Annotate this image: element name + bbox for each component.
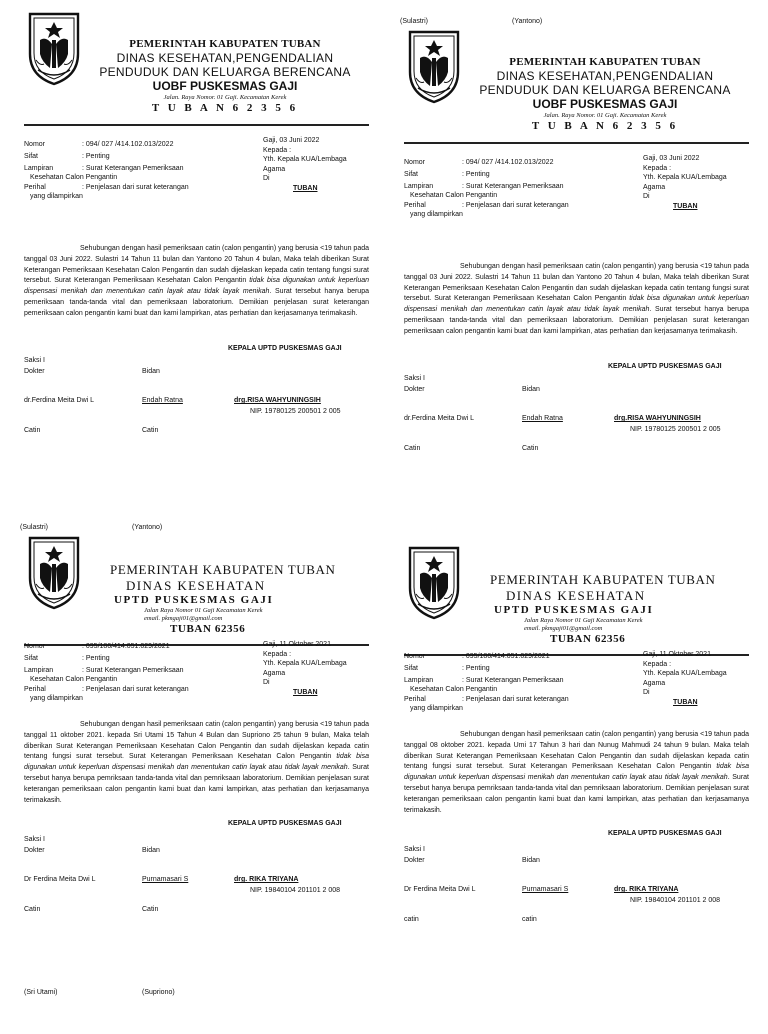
body-italic: tidak bisa digunakan untuk keperluan dispensasi menikah dan menentukan catin layak atau tidak layak menikah: [24, 753, 369, 772]
letter-date: Gaji, 11 Oktober 2021: [643, 651, 711, 658]
letter-fields: [24, 642, 264, 704]
top-name-right: (Yantono): [512, 18, 543, 25]
saksi-label: Saksi I: [24, 357, 46, 364]
head-name: drg.RISA WAHYUNINGSIH: [234, 397, 321, 404]
recipient-city: TUBAN: [673, 698, 698, 706]
perihal-value: : Penjelasan dari surat keterangan: [82, 686, 189, 693]
city-postcode: T U B A N 6 2 3 5 6: [531, 120, 679, 132]
recipient: Yth. Kepala KUA/Lembaga: [263, 156, 347, 163]
recipient-city: TUBAN: [293, 184, 318, 192]
sifat-label: Sifat: [404, 665, 419, 672]
recipient-city: TUBAN: [293, 688, 318, 696]
signature-block: [404, 844, 749, 925]
sifat-value: : Penting: [82, 153, 110, 160]
gov-name: PEMERINTAH KABUPATEN TUBAN: [129, 38, 321, 50]
recipient: Yth. Kepala KUA/Lembaga: [263, 660, 347, 667]
letter: [6, 524, 378, 1024]
midwife-name: Purnamasari S: [522, 886, 569, 893]
recipient-block: [643, 154, 753, 211]
top-name-right: (Yantono): [132, 524, 163, 531]
bidan-label: Bidan: [142, 368, 160, 375]
sifat-value: : Penting: [462, 665, 490, 672]
agency-name-cont: PENDUDUK DAN KELUARGA BERENCANA: [479, 83, 731, 97]
head-title: KEPALA UPTD PUSKESMAS GAJI: [608, 363, 722, 370]
header-rule: [404, 142, 749, 144]
bride-name: (Sri Utami): [24, 989, 58, 996]
nomor-label: Nomor: [24, 643, 46, 650]
recipient-cont: Agama: [643, 679, 666, 687]
letterhead: [90, 562, 360, 636]
bidan-label: Bidan: [522, 386, 540, 393]
groom-name: (Supriono): [142, 989, 175, 996]
email: email. pkmgaji01@gmail.com: [144, 615, 223, 622]
body-text: Sehubungan dengan hasil pemeriksaan catin (calon pengantin) yang berusia <19 tahun pada tanggal 08 oktober 2021. kepada Umi 17 Tahun 3 hari dan Nunug Mahmudi 24 tahun 9 bulan. Maka telah diberikan Surat Keterangan Pemeriksaan Kesehatan Calon Pengantin dan sudah dijelaskan kepada catin tentang fungsi surat tersebut. Surat Keterangan Pemeriksaan Kesehatan Calon Pengantin: [404, 731, 749, 771]
letter-body: [24, 244, 369, 320]
letter-body: [404, 262, 749, 338]
recipient-block: [643, 650, 753, 707]
lampiran-label: Lampiran: [24, 667, 54, 674]
letter: [386, 534, 758, 1034]
sifat-label: Sifat: [404, 171, 419, 178]
letterhead: [470, 572, 740, 646]
sifat-value: : Penting: [462, 171, 490, 178]
catin-label-2: Catin: [142, 427, 159, 434]
body-text-end: . Surat tersebut hanya berupa pemeriksaan tanda-tanda vital dan pemeriksaan laboratorium. Demikian penjelasan surat keterangan pemeriksaan calon pengantin kami buat dan kami lampirkan, atas perhatian dan kerjasamanya terimakasih.: [24, 288, 369, 317]
city-postcode: TUBAN 62356: [170, 623, 246, 635]
letter-fields: [404, 652, 644, 714]
address: Jalan. Raya Nomor. 01 Gaji. Kecamatan Kerek: [163, 94, 287, 101]
signature-block: [24, 834, 369, 915]
tuban-regency-emblem-icon: [406, 544, 462, 620]
recipient-cont: Agama: [263, 669, 286, 677]
perihal-value: : Penjelasan dari surat keterangan: [462, 696, 569, 703]
doctor-name: Dr Ferdina Meita Dwi L: [24, 876, 96, 883]
recipient-city: TUBAN: [673, 202, 698, 210]
unit-name: UPTD PUSKESMAS GAJI: [494, 604, 654, 616]
kepada-label: Kepada :: [263, 146, 292, 154]
signature-block: [24, 355, 369, 436]
email: email. pkmgaji01@gmail.com: [524, 625, 603, 632]
letter-date: Gaji, 03 Juni 2022: [643, 155, 700, 162]
dokter-label: Dokter: [24, 847, 45, 854]
di-label: Di: [263, 175, 270, 182]
perihal-label: Perihal: [404, 696, 426, 703]
head-nip: NIP. 19840104 201101 2 008: [250, 887, 341, 894]
head-title: KEPALA UPTD PUSKESMAS GAJI: [228, 345, 342, 352]
letter-fields: [24, 140, 264, 202]
nomor-value: : 095/186/414.051.029/2021: [462, 653, 550, 660]
recipient-block: [263, 136, 373, 193]
perihal-value-cont: yang dilampirkan: [30, 695, 83, 702]
head-nip: NIP. 19780125 200501 2 005: [250, 408, 341, 415]
header-rule: [24, 124, 369, 126]
head-name: drg. RIKA TRIYANA: [614, 886, 679, 893]
top-name-left: (Sulastri): [400, 18, 429, 25]
bidan-label: Bidan: [522, 857, 540, 864]
head-nip: NIP. 19840104 201101 2 008: [630, 897, 721, 904]
lampiran-value-cont: Kesehatan Calon Pengantin: [30, 174, 118, 181]
unit-name: UOBF PUSKESMAS GAJI: [532, 97, 678, 111]
signature-block: [404, 373, 749, 454]
letter: [386, 18, 758, 518]
recipient-cont: Agama: [643, 183, 666, 191]
saksi-label: Saksi I: [404, 846, 426, 853]
lampiran-value-cont: Kesehatan Calon Pengantin: [410, 192, 498, 199]
nomor-value: : 095/186/414.051.029/2021: [82, 643, 170, 650]
letter-date: Gaji, 03 Juni 2022: [263, 137, 320, 144]
perihal-value: : Penjelasan dari surat keterangan: [82, 184, 189, 191]
body-italic: tidak bisa digunakan untuk keperluan dispensasi menikah dan menentukan catin layak atau tidak layak menikah: [24, 277, 369, 296]
agency-name-cont: PENDUDUK DAN KELUARGA BERENCANA: [99, 65, 351, 79]
sifat-value: : Penting: [82, 655, 110, 662]
nomor-value: : 094/ 027 /414.102.013/2022: [462, 159, 554, 166]
recipient: Yth. Kepala KUA/Lembaga: [643, 670, 727, 677]
kepada-label: Kepada :: [263, 650, 292, 658]
address: Jalan. Raya Nomor. 01 Gaji. Kecamatan Kerek: [543, 112, 667, 119]
tuban-regency-emblem-icon: [26, 10, 82, 86]
perihal-label: Perihal: [24, 184, 46, 191]
catin-label-2: Catin: [522, 445, 539, 452]
unit-name: UPTD PUSKESMAS GAJI: [114, 594, 274, 606]
saksi-label: Saksi I: [404, 375, 426, 382]
head-nip: NIP. 19780125 200501 2 005: [630, 426, 721, 433]
lampiran-value-cont: Kesehatan Calon Pengantin: [30, 676, 118, 683]
sifat-label: Sifat: [24, 153, 39, 160]
nomor-value: : 094/ 027 /414.102.013/2022: [82, 141, 174, 148]
letter-body: [404, 730, 749, 816]
di-label: Di: [643, 193, 650, 200]
lampiran-label: Lampiran: [404, 183, 434, 190]
doctor-name: Dr Ferdina Meita Dwi L: [404, 886, 476, 893]
di-label: Di: [643, 689, 650, 696]
address: Jalan Raya Nomor 01 Gaji Kecamatan Kerek: [144, 607, 263, 614]
lampiran-value: : Surat Keterangan Pemeriksaan: [462, 183, 564, 190]
dokter-label: Dokter: [404, 386, 425, 393]
catin-label-1: Catin: [24, 427, 41, 434]
midwife-name: Endah Ratna: [522, 415, 563, 422]
sifat-label: Sifat: [24, 655, 39, 662]
recipient-block: [263, 640, 373, 697]
body-italic: tidak bisa digunakan untuk keperluan dispensasi menikah dan menentukan catin layak atau tidak layak menikah: [404, 763, 749, 782]
agency-name: DINAS KESEHATAN,PENGENDALIAN: [116, 51, 334, 65]
kepada-label: Kepada :: [643, 164, 672, 172]
perihal-value: : Penjelasan dari surat keterangan: [462, 202, 569, 209]
recipient: Yth. Kepala KUA/Lembaga: [643, 174, 727, 181]
catin-label-2: catin: [522, 916, 537, 923]
head-title: KEPALA UPTD PUSKESMAS GAJI: [608, 830, 722, 837]
head-title: KEPALA UPTD PUSKESMAS GAJI: [228, 820, 342, 827]
body-text: Sehubungan dengan hasil pemeriksaan catin (calon pengantin) yang berusia <19 tahun pada tanggal 11 oktober 2021. kepada Sri Utami 15 Tahun 4 Bulan dan Supriono 25 tahun 9 bulan, Maka telah diberikan Surat Keterangan Pemeriksaan Kesehatan Calon Pengantin dan sudah dijelaskan kepada catin tentang fungsi surat tersebut. Surat Keterangan Pemeriksaan Kesehatan Calon Pengantin: [24, 721, 369, 761]
gov-name: PEMERINTAH KABUPATEN TUBAN: [509, 56, 701, 68]
bidan-label: Bidan: [142, 847, 160, 854]
letter: [6, 0, 378, 500]
address: Jalan Raya Nomor 01 Gaji Kecamatan Kerek: [524, 617, 643, 624]
catin-label-2: Catin: [142, 906, 159, 913]
body-text-end: . Surat tersebut hanya berupa pemeriksaan tanda-tanda vital dan pemeriksaan laboratorium. Demikian penjelasan surat keterangan pemeriksaan calon pengantin kami buat dan kami lampirkan, atas perhatian dan kerjasamanya terimakasih.: [404, 306, 749, 335]
perihal-label: Perihal: [404, 202, 426, 209]
tuban-regency-emblem-icon: [26, 534, 82, 610]
lampiran-value: : Surat Keterangan Pemeriksaan: [82, 165, 184, 172]
top-name-left: (Sulastri): [20, 524, 49, 531]
body-text-end: . Surat tersebut hanya berupa pemriksaan tanda-tanda vital dan pemriksaan laboratorium. Demikian penjelasan surat keterangan pemeriksaan calon pengantin kami buat dan kami lampirkan, atas perhatian dan kerjasamanya terimakasih.: [404, 774, 749, 814]
midwife-name: Endah Ratna: [142, 397, 183, 404]
perihal-label: Perihal: [24, 686, 46, 693]
midwife-name: Purnamasari S: [142, 876, 189, 883]
lampiran-value: : Surat Keterangan Pemeriksaan: [462, 677, 564, 684]
lampiran-label: Lampiran: [404, 677, 434, 684]
perihal-value-cont: yang dilampirkan: [410, 211, 463, 218]
head-name: drg.RISA WAHYUNINGSIH: [614, 415, 701, 422]
letterhead: [90, 38, 360, 115]
letter-date: Gaji, 11 Oktober 2021: [263, 641, 331, 648]
catin-label-1: Catin: [24, 906, 41, 913]
city-postcode: T U B A N 6 2 3 5 6: [151, 102, 299, 114]
agency-name: DINAS KESEHATAN: [126, 578, 266, 593]
doctor-name: dr.Ferdina Meita Dwi L: [404, 415, 475, 422]
lampiran-value-cont: Kesehatan Calon Pengantin: [410, 686, 498, 693]
unit-name: UOBF PUSKESMAS GAJI: [152, 79, 298, 93]
body-text-end: . Surat tersebut hanya berupa pemriksaan tanda-tanda vital dan pemriksaan laboratorium. Demikian penjelasan surat keterangan pemeriksaan calon pengantin kami buat dan kami lampirkan, atas perhatian dan kerjasamanya terimakasih.: [24, 764, 369, 804]
letter-body: [24, 720, 369, 806]
tuban-regency-emblem-icon: [406, 28, 462, 104]
di-label: Di: [263, 679, 270, 686]
nomor-label: Nomor: [24, 141, 46, 148]
dokter-label: Dokter: [404, 857, 425, 864]
city-postcode: TUBAN 62356: [550, 633, 626, 645]
lampiran-label: Lampiran: [24, 165, 54, 172]
kepada-label: Kepada :: [643, 660, 672, 668]
nomor-label: Nomor: [404, 653, 426, 660]
doctor-name: dr.Ferdina Meita Dwi L: [24, 397, 95, 404]
perihal-value-cont: yang dilampirkan: [410, 705, 463, 712]
saksi-label: Saksi I: [24, 836, 46, 843]
gov-name: PEMERINTAH KABUPATEN TUBAN: [110, 562, 336, 577]
body-italic: tidak bisa digunakan untuk keperluan dispensasi menikah dan menentukan catin layak atau tidak layak menikah: [404, 295, 749, 314]
letter-fields: [404, 158, 644, 220]
agency-name: DINAS KESEHATAN,PENGENDALIAN: [496, 69, 714, 83]
lampiran-value: : Surat Keterangan Pemeriksaan: [82, 667, 184, 674]
dokter-label: Dokter: [24, 368, 45, 375]
body-text: Sehubungan dengan hasil pemeriksaan catin (calon pengantin) yang berusia <19 tahun pada tanggal 03 Juni 2022. Sulastri 14 Tahun 11 bulan dan Yantono 20 Tahun 4 bulan, Maka telah diberikan Surat Keterangan Pemeriksaan Kesehatan Calon Pengantin dan sudah dijelaskan kepada catin tentang fungsi surat tersebut. Surat Keterangan Pemeriksaan Kesehatan Calon Pengantin: [24, 245, 369, 285]
perihal-value-cont: yang dilampirkan: [30, 193, 83, 200]
agency-name: DINAS KESEHATAN: [506, 588, 646, 603]
body-text: Sehubungan dengan hasil pemeriksaan catin (calon pengantin) yang berusia <19 tahun pada tanggal 03 Juni 2022. Sulastri 14 Tahun 11 bulan dan Yantono 20 Tahun 4 bulan, Maka telah diberikan Surat Keterangan Pemeriksaan Kesehatan Calon Pengantin dan sudah dijelaskan kepada catin tentang fungsi surat tersebut. Surat Keterangan Pemeriksaan Kesehatan Calon Pengantin: [404, 263, 749, 303]
gov-name: PEMERINTAH KABUPATEN TUBAN: [490, 572, 716, 587]
head-name: drg. RIKA TRIYANA: [234, 876, 299, 883]
catin-label-1: catin: [404, 916, 419, 923]
recipient-cont: Agama: [263, 165, 286, 173]
letterhead: [470, 56, 740, 133]
nomor-label: Nomor: [404, 159, 426, 166]
catin-label-1: Catin: [404, 445, 421, 452]
